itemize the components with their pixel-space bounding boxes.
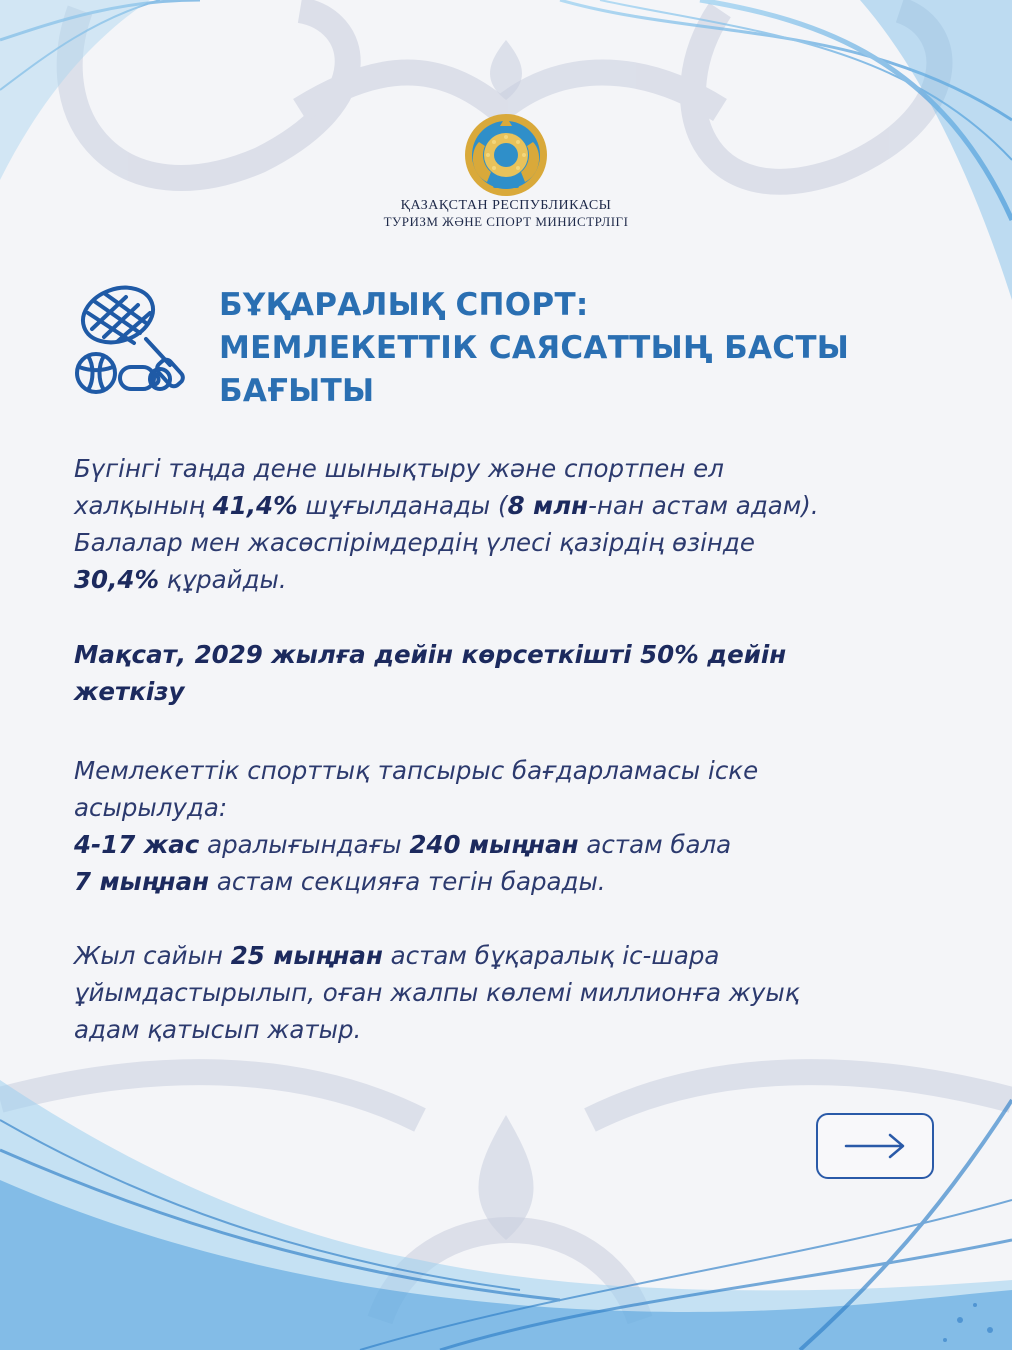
text-span: құрайды. [159,565,287,594]
text-line: Мемлекеттік спорттық тапсырыс бағдарламасы іске [74,756,759,785]
page-title [219,284,979,413]
text-span: -нан астам адам). [588,491,819,520]
text-line: ұйымдастырылып, оған жалпы көлемі миллионға жуық [74,978,800,1007]
highlight-age: 4-17 жас [74,830,200,859]
text-line: Балалар мен жасөспірімдердің үлесі қазірдің өзінде [74,528,755,557]
highlight-count: 25 мыңнан [230,941,383,970]
ministry-name: ТУРИЗМ ЖӘНЕ СПОРТ МИНИСТРЛІГІ [383,214,629,229]
text-span: астам бала [578,830,732,859]
text-line [74,937,954,974]
text-line [74,561,954,598]
paragraph-participation [74,450,954,598]
paragraph-program [74,752,954,900]
title-line-2: МЕМЛЕКЕТТІК САЯСАТТЫҢ БАСТЫ [219,330,850,366]
title-line-1: БҰҚАРАЛЫҚ СПОРТ: [219,287,589,323]
state-emblem-icon [463,112,549,198]
paragraph-events [74,937,954,1048]
paragraph-goal [74,636,954,710]
highlight-count: 8 млн [507,491,589,520]
text-span: астам секцияға тегін барады. [209,867,606,896]
text-line [74,826,954,863]
text-line: жеткізу [74,677,185,706]
text-span: астам бұқаралық іс-шара [382,941,720,970]
text-span: аралығындағы [199,830,410,859]
highlight-count: 7 мыңнан [74,867,210,896]
sport-equipment-icon [74,285,190,397]
text-span: халқының [74,491,213,520]
text-line: адам қатысып жатыр. [74,1015,362,1044]
title-line-3: БАҒЫТЫ [219,373,375,409]
highlight-percent: 41,4% [212,491,298,520]
arrow-right-icon [844,1132,906,1160]
highlight-percent: 30,4% [74,565,159,594]
text-span: шұғылданады ( [297,491,508,520]
ministry-country: ҚАЗАҚСТАН РЕСПУБЛИКАСЫ [400,198,612,213]
next-button[interactable] [816,1113,934,1179]
text-line: Бүгінгі таңда дене шынықтыру және спортпен ел [74,454,724,483]
text-line [74,863,954,900]
text-span: Жыл сайын [74,941,231,970]
text-line [74,487,954,524]
text-line: асырылуда: [74,793,228,822]
highlight-count: 240 мыңнан [409,830,579,859]
text-line: Мақсат, 2029 жылға дейін көрсеткішті 50% дейін [74,640,787,669]
